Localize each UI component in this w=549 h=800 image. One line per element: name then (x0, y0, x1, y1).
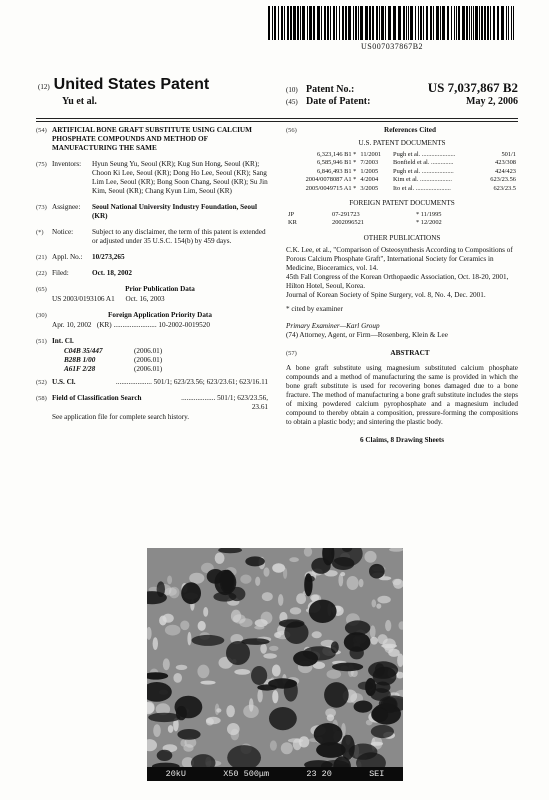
micrograph-grain (162, 614, 173, 623)
micrograph-pore (371, 725, 394, 738)
micrograph-grain (180, 621, 189, 631)
appl-label: Appl. No.: (52, 253, 83, 261)
micrograph-grain (215, 553, 225, 564)
micrograph-grain (167, 576, 172, 585)
uscl-label: U.S. Cl. (52, 378, 76, 386)
micrograph-grain (269, 646, 278, 651)
doc-class: 623/23.56 (490, 176, 516, 184)
micrograph-grain (359, 579, 364, 588)
barcode-bar (423, 6, 424, 40)
other-pubs-heading: OTHER PUBLICATIONS (363, 233, 441, 242)
micrograph-grain (377, 596, 390, 604)
other-pub-3: Journal of Korean Society of Spine Surgery, vol. 8, No. 4, Dec. 2001. (286, 290, 486, 299)
doc-number: 6,846,493 B1 * (316, 167, 357, 175)
patent-number-label: Patent No.: (306, 84, 355, 95)
barcode-bar (317, 6, 320, 40)
prior-publication-row: US 2003/0193106 A1 Oct. 16, 2003 (52, 295, 165, 303)
doc-class: 501/1 (501, 151, 516, 158)
micrograph-pore (181, 582, 201, 604)
micrograph-grain (197, 665, 209, 679)
cited-note: * cited by examiner (286, 304, 343, 313)
micrograph-grain (364, 551, 376, 563)
micrograph-grain (340, 572, 345, 576)
barcode-bar (481, 6, 483, 40)
micrograph-grain (327, 670, 342, 679)
inventors-list: Hyun Seung Yu, Seoul (KR); Kug Sun Hong, Seoul (KR); Choon Ki Lee, Seoul (KR); Dong Ho Lee, Seoul (KR); Sang Lim Lee, Seoul (KR); Bong Soon Chang, Seoul (KR); Su Jin Kim, Seoul (KR); Chang Kyun Lim, Seoul (KR) (92, 160, 268, 195)
table-row (286, 151, 518, 159)
references-field (286, 126, 518, 135)
micrograph-pore (192, 635, 225, 646)
micrograph-grain (272, 665, 281, 677)
country-code: JP (288, 211, 295, 219)
micrograph-grain (173, 673, 182, 683)
barcode-bar (475, 6, 478, 40)
barcode-bar (440, 6, 441, 40)
micrograph-grain (153, 724, 161, 737)
date-row (286, 96, 518, 112)
micrograph-grain (296, 593, 306, 604)
barcode-bar (451, 6, 452, 40)
classification-label: Field of Classification Search (52, 394, 142, 402)
micrograph-grain (260, 644, 267, 654)
barcode-bar (447, 6, 449, 40)
primary-examiner: Primary Examiner—Karl Group (286, 321, 380, 330)
intcl-version: (2006.01) (134, 356, 163, 364)
micrograph-grain (293, 739, 302, 751)
barcode-bar (369, 6, 371, 40)
barcode-bar (333, 6, 335, 40)
attorney: (74) Attorney, Agent, or Firm—Rosenberg, Klein & Lee (286, 330, 448, 339)
barcode-bar (473, 6, 474, 40)
micrograph-pore (370, 688, 391, 701)
filed-value: Oct. 18, 2002 (92, 269, 132, 277)
micrograph-grain (203, 607, 208, 617)
abstract-heading: ABSTRACT (390, 348, 430, 357)
barcode-bar (300, 6, 301, 40)
field-tag: (56) (286, 127, 297, 134)
barcode-bar (454, 6, 455, 40)
doc-class: 623/23.5 (493, 184, 516, 192)
abstract-text: A bone graft substitute using magnesium substituted calcium phosphate compounds and a method of manufacturing the same is provided in which the bone graft substitute is used for recovering bones damaged due to a bone fracture. The method of manufacturing a bone graft substitute includes the steps of mixing powdered calcium pyrophosphate and a magnesium included compound to thereby obtain a composition, pressure-forming the compositions to obtain a plastic body; and sintering the plastic body. (286, 363, 518, 426)
barcode-bar (297, 6, 299, 40)
other-pub-2: 45th Fall Congress of the Korean Orthopaedic Association, Oct. 18-20, 2001, Hilton Hotel, Seoul, Korea. (286, 272, 509, 290)
field-tag: (75) (36, 161, 47, 168)
micrograph-grain (227, 723, 240, 735)
doc-date: * 11/1995 (416, 211, 442, 219)
doc-class: 424/423 (495, 167, 516, 175)
sem-voltage: 20kU (165, 769, 186, 779)
claims-summary: 6 Claims, 8 Drawing Sheets (359, 435, 445, 444)
sem-number: 23 20 (306, 769, 332, 779)
barcode-bar (403, 6, 405, 40)
barcode-bar (426, 6, 428, 40)
doc-number: 6,585,946 B1 * (316, 159, 357, 167)
sem-magnification (223, 769, 269, 779)
micrograph-grain (376, 604, 381, 609)
foreign-priority-row: Apr. 10, 2002 (KR) ........................ 10-2002-0019520 (52, 321, 210, 329)
inventors-field (36, 160, 268, 196)
doc-date: 4/2004 (360, 176, 379, 184)
left-column (36, 126, 268, 422)
micrograph-pore (344, 632, 371, 652)
doc-number: 07-291723 (332, 211, 360, 219)
barcode-bar (302, 6, 305, 40)
micrograph-pore (375, 663, 385, 677)
patent-date: May 2, 2006 (466, 96, 518, 107)
intcl-code: C04B 35/447 (64, 347, 103, 355)
header-divider-top (36, 118, 518, 119)
barcode-bar (420, 6, 422, 40)
patent-title-heading: United States Patent (53, 76, 210, 93)
micrograph-pore (332, 663, 363, 672)
barcode-bar (379, 6, 380, 40)
barcode-bar (358, 6, 359, 40)
micrograph-grain (325, 708, 336, 717)
doc-number: 2002096521 (332, 219, 364, 227)
doc-name: Bonfield et al. .............. (393, 159, 454, 167)
micrograph-grain (216, 708, 221, 712)
barcode-bar (436, 6, 439, 40)
field-tag: (51) (36, 338, 47, 345)
barcode-bar (321, 6, 322, 40)
classification-field (36, 394, 268, 412)
sem-micrograph (147, 548, 403, 781)
us-docs-table (286, 151, 518, 193)
barcode-bar (355, 6, 357, 40)
foreign-docs-heading: FOREIGN PATENT DOCUMENTS (349, 199, 455, 208)
field-tag: (57) (286, 349, 297, 357)
notice-label: Notice: (52, 228, 74, 236)
micrograph-grain (312, 631, 322, 638)
barcode-bar (506, 6, 507, 40)
micrograph-grain (153, 637, 158, 650)
doc-number: 2005/0049715 A1 * (305, 184, 357, 192)
intcl-row (64, 356, 268, 365)
barcode-bar (430, 6, 432, 40)
barcode-bar (487, 6, 489, 40)
barcode-bar (513, 6, 514, 40)
barcode-bar (388, 6, 391, 40)
barcode-bar (385, 6, 386, 40)
micrograph-grain (168, 725, 174, 733)
barcode-bar (327, 6, 329, 40)
table-row (286, 211, 518, 219)
intcl-row (64, 347, 268, 356)
micrograph-grain (163, 658, 170, 670)
classification-value: ................... 501/1; 623/23.56, 23.61 (181, 394, 268, 411)
doc-class: 423/308 (495, 159, 516, 167)
field-tag: (22) (36, 270, 47, 277)
micrograph-grain (264, 567, 270, 576)
prior-field (36, 285, 268, 294)
micrograph-grain (243, 705, 259, 718)
barcode-bar (278, 6, 279, 40)
field-tag: (65) (36, 286, 47, 293)
barcode-bar (336, 6, 337, 40)
sem-mag-value: X50 (223, 769, 239, 779)
uscl-field (36, 378, 268, 387)
micrograph-grain (272, 690, 278, 703)
other-pub-1: C.K. Lee, et al., "Comparison of Osteosynthesis According to Compositions of Porous Calcium Phosphate Graft", International Society for Ceramics in Medicine, Bioceramics, vol. 14. (286, 245, 513, 272)
micrograph-pore (251, 666, 267, 685)
sem-mode: SEI (369, 769, 385, 779)
barcode-bar (376, 6, 378, 40)
barcode-bar (353, 6, 354, 40)
table-row (286, 176, 518, 184)
barcode-bar (418, 6, 419, 40)
notice-field (36, 228, 268, 246)
doc-name: Pugh et al. ..................... (393, 151, 456, 158)
micrograph-grain (226, 705, 235, 717)
foreign-docs-table (286, 211, 518, 228)
intcl-field (36, 337, 268, 346)
micrograph-grain (270, 740, 277, 750)
foreign-field (36, 311, 268, 320)
doc-number: 6,323,146 B1 * (316, 151, 357, 158)
micrograph-grain (200, 681, 215, 685)
notice-value: Subject to any disclaimer, the term of this patent is extended or adjusted under 35 U.S.C. 154(b) by 459 days. (92, 228, 266, 245)
doc-date: * 12/2002 (416, 219, 442, 227)
micrograph-grain (385, 644, 394, 653)
micrograph-grain (198, 621, 206, 631)
barcode-bar (490, 6, 491, 40)
micrograph-image (147, 548, 403, 767)
barcode-bar (511, 6, 512, 40)
assignee-label: Assignee: (52, 203, 81, 211)
field-tag: (73) (36, 204, 47, 211)
micrograph-pore (257, 684, 277, 690)
micrograph-grain (189, 573, 204, 584)
invention-title: ARTIFICIAL BONE GRAFT SUBSTITUTE USING CALCIUM PHOSPHATE COMPOUNDS AND METHOD OF MANUFACTURING THE SAME (52, 126, 252, 152)
micrograph-grain (281, 742, 293, 754)
assignee-value: Seoul National University Industry Foundation, Seoul (KR) (92, 203, 257, 220)
barcode-bar (469, 6, 470, 40)
micrograph-grain (370, 625, 376, 638)
micrograph-grain (283, 568, 287, 579)
barcode-bar (410, 6, 413, 40)
micrograph-grain (183, 744, 193, 752)
barcode-bar (272, 6, 273, 40)
intcl-code: A61F 2/28 (64, 365, 96, 373)
title-field (36, 126, 268, 153)
barcode-bar (466, 6, 468, 40)
date-tag: (45) (286, 98, 298, 106)
micrograph-grain (290, 607, 301, 614)
sem-info-bar (147, 767, 403, 781)
barcode-bar (497, 6, 499, 40)
micrograph-grain (370, 637, 378, 645)
patent-number-tag: (10) (286, 86, 298, 94)
us-docs-heading: U.S. PATENT DOCUMENTS (358, 139, 446, 147)
doc-name: Ito et al. ...................... (393, 184, 451, 192)
right-column (286, 126, 518, 445)
micrograph-grain (234, 669, 250, 675)
micrograph-grain (255, 577, 260, 586)
barcode-bar (415, 6, 416, 40)
barcode-bar (462, 6, 465, 40)
document-number: US007037867B2 (360, 42, 424, 51)
header-right (286, 80, 518, 112)
appl-field (36, 253, 268, 262)
barcode-bar (365, 6, 368, 40)
doc-name: Kim et al. .................... (393, 176, 452, 184)
micrograph-pore (293, 651, 318, 667)
intcl-code: B28B 1/00 (64, 356, 96, 364)
intcl-version: (2006.01) (134, 365, 163, 373)
doc-date: 11/2001 (360, 151, 382, 158)
micrograph-grain (206, 717, 221, 724)
micrograph-grain (165, 625, 181, 636)
barcode-bar (324, 6, 326, 40)
micrograph-pore (148, 713, 180, 722)
micrograph-pore (306, 576, 315, 582)
barcode-bar (268, 6, 270, 40)
abstract-field (286, 349, 518, 358)
barcode-bar (381, 6, 384, 40)
micrograph-grain (347, 576, 359, 590)
barcode-bar (330, 6, 331, 40)
micrograph-grain (366, 720, 373, 726)
doc-date: 3/2005 (360, 184, 379, 192)
barcode-bar (287, 6, 289, 40)
micrograph-pore (226, 641, 250, 665)
barcode-bar (342, 6, 344, 40)
barcode-bar (339, 6, 340, 40)
doc-date: 1/2005 (360, 167, 379, 175)
header-tag: (12) (38, 83, 50, 91)
barcode-bar (290, 6, 292, 40)
micrograph-grain (372, 599, 377, 607)
field-tag: (52) (36, 379, 47, 386)
doc-number: 2004/0078087 A1 * (305, 176, 357, 184)
micrograph-grain (263, 653, 277, 658)
intcl-label: Int. Cl. (52, 337, 74, 345)
field-tag: (*) (36, 229, 44, 236)
micrograph-pore (220, 570, 235, 594)
micrograph-grain (257, 689, 262, 702)
references-heading: References Cited (384, 126, 436, 134)
barcode-bar (456, 6, 457, 40)
micrograph-pore (177, 729, 200, 740)
barcode-bar (293, 6, 296, 40)
micrograph-grain (289, 557, 299, 562)
micrograph-grain (272, 563, 285, 572)
barcode-bar (458, 6, 460, 40)
barcode-bar (501, 6, 504, 40)
filed-label: Filed: (52, 269, 69, 277)
barcode-bar (398, 6, 401, 40)
micrograph-grain (176, 665, 188, 670)
micrograph-grain (233, 614, 246, 623)
micrograph-pore (354, 701, 373, 713)
field-tag: (21) (36, 254, 47, 261)
appl-value: 10/273,265 (92, 253, 125, 261)
micrograph-pore (369, 564, 385, 579)
intcl-version: (2006.01) (134, 347, 163, 355)
micrograph-grain (255, 619, 268, 627)
micrograph-grain (278, 594, 283, 606)
table-row (286, 168, 518, 176)
doc-date: 7/2003 (360, 159, 379, 167)
field-tag: (58) (36, 395, 47, 402)
header-divider-bottom (36, 121, 518, 122)
barcode-bar (307, 6, 308, 40)
micrograph-pore (284, 680, 298, 702)
barcode-bar (479, 6, 480, 40)
barcode-bar (393, 6, 396, 40)
intcl-row (64, 365, 268, 374)
barcode-bar (284, 6, 285, 40)
barcode-bar (309, 6, 312, 40)
barcode-bar (281, 6, 283, 40)
micrograph-grain (385, 620, 391, 631)
micrograph-pore (269, 707, 297, 730)
barcode-bar (442, 6, 445, 40)
country-code: KR (288, 219, 297, 227)
barcode-bar (345, 6, 347, 40)
filed-field (36, 269, 268, 278)
barcode-bar (274, 6, 276, 40)
patent-number: US 7,037,867 B2 (427, 80, 518, 95)
authors: Yu et al. (62, 96, 97, 107)
micrograph-pore (245, 556, 265, 566)
barcode-bar (493, 6, 495, 40)
uscl-value: .................... 501/1; 623/23.56; 623/23.61; 623/16.11 (115, 378, 268, 386)
barcode-bar (433, 6, 434, 40)
barcode-bar (484, 6, 486, 40)
barcode-bar (313, 6, 315, 40)
field-tag: (30) (36, 312, 47, 319)
barcode-bar (360, 6, 363, 40)
micrograph-pore (309, 600, 337, 623)
micrograph-pore (279, 619, 305, 628)
assignee-field (36, 203, 268, 221)
intcl-list (64, 347, 268, 374)
micrograph-pore (314, 723, 343, 746)
micrograph-grain (262, 592, 273, 601)
barcode-bar (348, 6, 351, 40)
foreign-priority-heading: Foreign Application Priority Data (108, 311, 212, 319)
table-row (286, 219, 518, 227)
micrograph-pore (324, 682, 349, 708)
barcode (268, 6, 516, 40)
micrograph-grain (240, 575, 251, 584)
barcode-bar (406, 6, 407, 40)
table-row (286, 185, 518, 193)
table-row (286, 159, 518, 167)
sem-scale: 500μm (243, 769, 270, 779)
field-tag: (54) (36, 127, 47, 134)
micrograph-pore (358, 682, 374, 690)
patent-number-row (286, 80, 518, 96)
barcode-bar (471, 6, 472, 40)
inventors-label: Inventors: (52, 160, 82, 168)
micrograph-grain (187, 632, 191, 645)
doc-name: Pugh et al. .................... (393, 167, 454, 175)
date-label: Date of Patent: (306, 96, 371, 107)
classification-note: See application file for complete search history. (52, 413, 190, 421)
barcode-bar (372, 6, 374, 40)
micrograph-pore (157, 750, 173, 761)
header-left (38, 76, 209, 107)
prior-publication-heading: Prior Publication Data (125, 285, 195, 293)
barcode-bar (408, 6, 409, 40)
barcode-bar (508, 6, 509, 40)
